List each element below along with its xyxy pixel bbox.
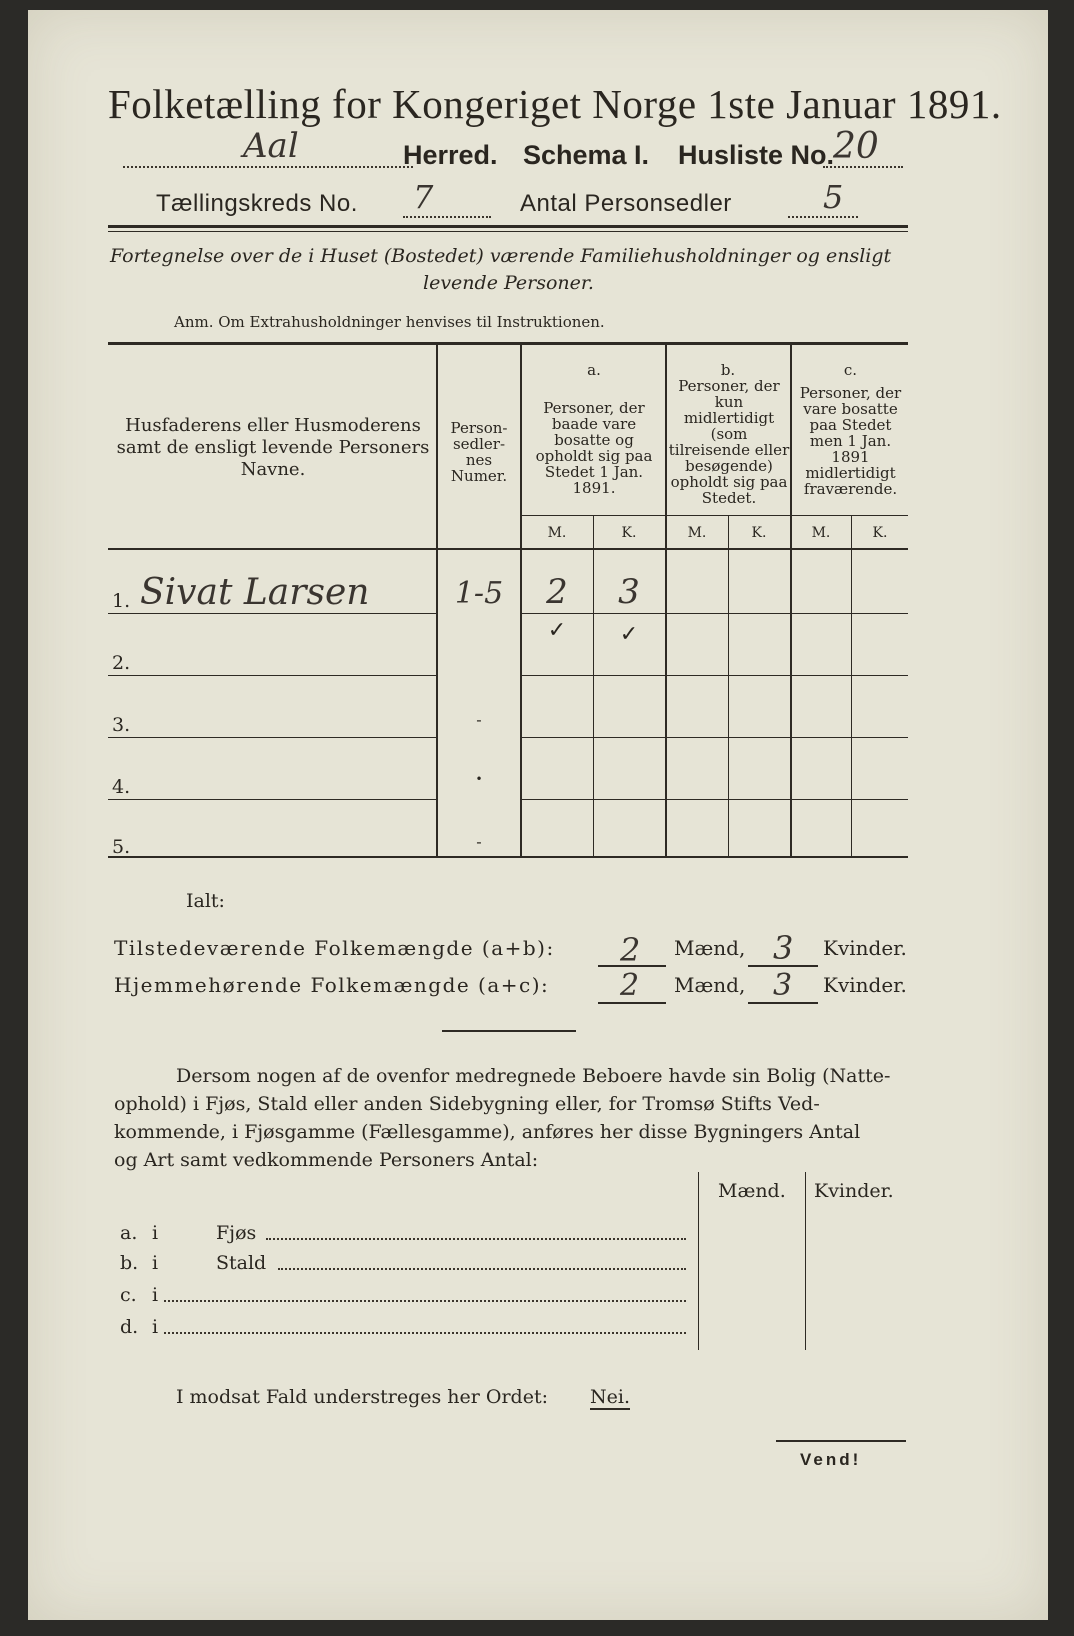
header-numer: Person-sedler-nes Numer. [450, 419, 508, 485]
mk-rule [520, 515, 908, 516]
row-sep [520, 799, 908, 800]
building-letter: b. [120, 1252, 139, 1274]
hjemme-m-field [598, 968, 666, 1004]
a-k-header: K. [621, 525, 637, 541]
row-sep [520, 737, 908, 738]
row-a-k: 3 [618, 572, 640, 612]
header-b-letter: b. [720, 361, 736, 379]
building-i: i [152, 1284, 159, 1306]
row-numer: - [476, 710, 482, 729]
section-divider [442, 1030, 576, 1032]
vline-a-mk [593, 516, 594, 856]
row-numer: 1-5 [454, 576, 504, 611]
buildings-vline-1 [698, 1172, 699, 1350]
row-sep [108, 737, 438, 738]
vline-4 [790, 344, 792, 857]
row-a-m: 2 [546, 572, 568, 612]
header-c-text: Personer, der vare bosatte paa Stedet men 1 Jan. 1891 midlertidigt fraværende. [799, 384, 902, 498]
building-letter: d. [120, 1316, 139, 1338]
ialt-label: Ialt: [186, 890, 225, 912]
b-m-header: M. [687, 525, 707, 541]
building-dots [278, 1268, 686, 1270]
herred-value: Aal [243, 126, 299, 166]
header-c-letter: c. [843, 361, 858, 379]
intro-line2: levende Personer. [423, 272, 594, 294]
intro-line1: Fortegnelse over de i Huset (Bostedet) værende Familiehusholdninger og ensligt [110, 245, 892, 267]
table-top-rule [108, 342, 908, 345]
tilstede-k-field [748, 929, 818, 967]
row-sep [108, 613, 438, 614]
kreds-field [403, 178, 491, 218]
personsedler-value: 5 [823, 178, 844, 216]
herred-label: Herred. [403, 140, 498, 170]
vline-3 [665, 344, 667, 857]
header-names: Husfaderens eller Husmoderens samt de ensligt levende Personers Navne. [116, 415, 430, 480]
row-numer: • [475, 772, 483, 786]
header-a-text: Personer, der baade vare bosatte og opholdt sig paa Stedet 1 Jan. 1891. [535, 399, 653, 497]
building-i: i [152, 1222, 159, 1244]
building-label: Fjøs [216, 1222, 257, 1244]
c-k-header: K. [872, 525, 888, 541]
table-header-rule [108, 548, 908, 550]
herred-field [123, 126, 413, 168]
row-name: Sivat Larsen [140, 572, 370, 613]
row-number: 1. [112, 590, 131, 612]
schema-label: Schema I. [523, 140, 650, 170]
row-sep [108, 675, 438, 676]
vend-rule [776, 1440, 906, 1442]
vline-1 [436, 344, 438, 857]
personsedler-field [788, 178, 858, 218]
form-title: Folketælling for Kongeriget Norge 1ste Januar 1891. [108, 81, 1002, 127]
header-rule [108, 225, 908, 228]
hjemme-m-value: 2 [620, 968, 640, 1003]
kreds-value: 7 [413, 178, 434, 216]
row-sep [108, 799, 438, 800]
vline-b-mk [728, 516, 729, 856]
buildings-kvinder-header: Kvinder. [814, 1180, 894, 1202]
tilstede-label: Tilstedeværende Folkemængde (a+b): [114, 936, 555, 960]
c-m-header: M. [811, 525, 831, 541]
vline-c-mk [851, 516, 852, 856]
building-i: i [152, 1252, 159, 1274]
header-rule-thin [108, 231, 908, 232]
row-number: 4. [112, 776, 131, 798]
row-a-k: ✓ [619, 622, 639, 647]
building-letter: a. [120, 1222, 138, 1244]
table-bottom-rule [108, 856, 908, 858]
tilstede-maend: Mænd, [674, 936, 746, 960]
row-number: 5. [112, 836, 131, 858]
building-letter: c. [120, 1284, 137, 1306]
kreds-label: Tællingskreds No. [156, 190, 358, 217]
buildings-maend-header: Mænd. [718, 1180, 786, 1202]
buildings-para-1: Dersom nogen af de ovenfor medregnede Beboere havde sin Bolig (Natte- [176, 1065, 891, 1087]
row-number: 2. [112, 652, 131, 674]
nei-word: Nei. [590, 1386, 630, 1408]
buildings-para-4: og Art samt vedkommende Personers Antal: [114, 1149, 539, 1171]
hjemme-kvinder: Kvinder. [823, 973, 907, 997]
hjemme-maend: Mænd, [674, 973, 746, 997]
husliste-field [823, 126, 903, 168]
modsat-text: I modsat Fald understreges her Ordet: [176, 1386, 548, 1408]
hjemme-k-value: 3 [773, 968, 793, 1003]
tilstede-m-value: 2 [620, 931, 641, 969]
vend-label: Vend! [800, 1450, 862, 1469]
tilstede-k-value: 3 [773, 929, 794, 967]
husliste-value: 20 [833, 126, 879, 167]
buildings-para-2: ophold) i Fjøs, Stald eller anden Sidebygning eller, for Tromsø Stifts Ved- [114, 1093, 820, 1115]
row-number: 3. [112, 714, 131, 736]
tilstede-kvinder: Kvinder. [823, 936, 907, 960]
header-a-letter: a. [587, 361, 601, 379]
husliste-label: Husliste No. [678, 140, 835, 170]
buildings-para-3: kommende, i Fjøsgamme (Fællesgamme), anføres her disse Bygningers Antal [114, 1121, 861, 1143]
a-m-header: M. [547, 525, 567, 541]
row-a-m: ✓ [547, 618, 567, 643]
b-k-header: K. [751, 525, 767, 541]
hjemme-label: Hjemmehørende Folkemængde (a+c): [114, 973, 550, 997]
row-sep [520, 613, 908, 614]
building-dots [164, 1332, 686, 1334]
buildings-vline-2 [805, 1172, 806, 1350]
header-b-text: Personer, der kun midlertidigt (som tilreisende eller besøgende) opholdt sig paa Stedet. [668, 377, 790, 507]
building-dots [266, 1238, 686, 1240]
hjemme-k-field [748, 968, 818, 1004]
tilstede-m-field [598, 931, 666, 969]
anm-note: Anm. Om Extrahusholdninger henvises til Instruktionen. [174, 313, 605, 331]
building-i: i [152, 1316, 159, 1338]
personsedler-label: Antal Personsedler [520, 190, 732, 217]
building-label: Stald [216, 1252, 267, 1274]
census-form [28, 10, 1048, 1620]
row-sep [520, 675, 908, 676]
row-numer: - [476, 832, 482, 851]
building-dots [164, 1300, 686, 1302]
